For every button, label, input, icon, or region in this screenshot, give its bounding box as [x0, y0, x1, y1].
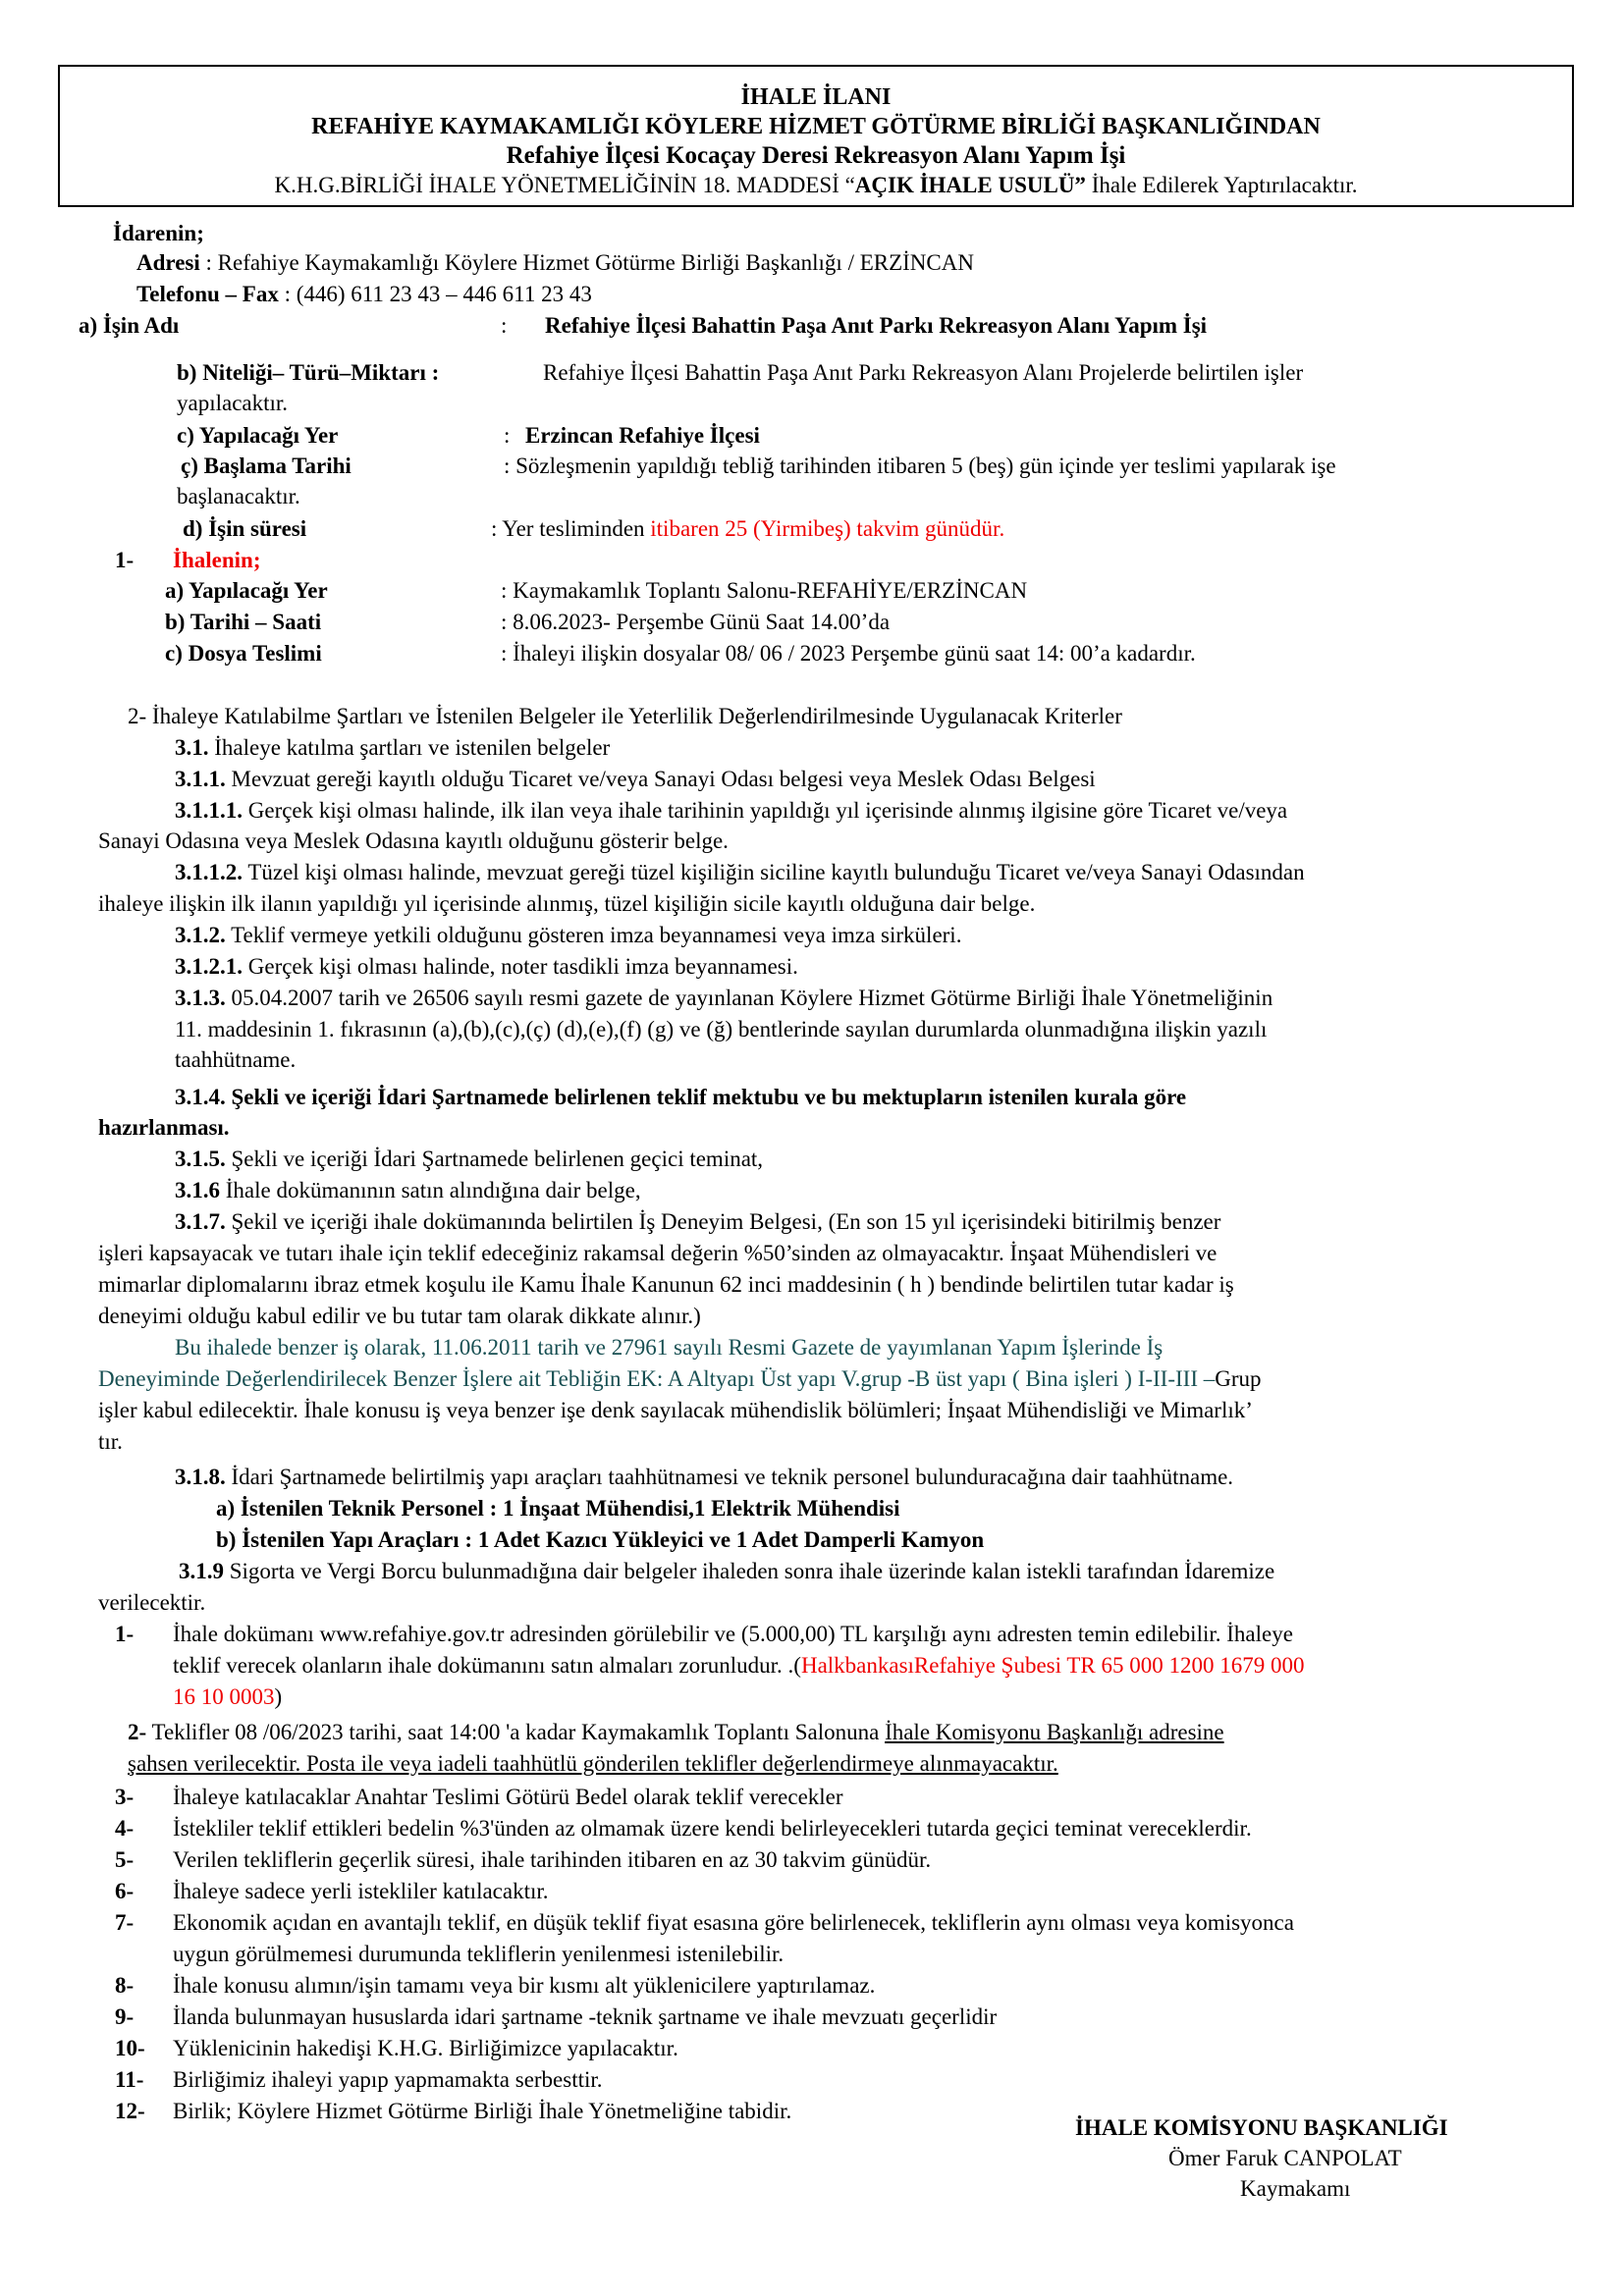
- list-item-text: Birlik; Köylere Hizmet Götürme Birliği İhale Yönetmeliğine tabidir.: [173, 2099, 792, 2123]
- benzer-3: işler kabul edilecektir. İhale konusu iş veya benzer işe denk sayılacak mühendislik bölümleri; İnşaat Mühendisliği ve Mimarlık’: [98, 1398, 1253, 1422]
- dosya-value: : İhaleyi ilişkin dosyalar 08/ 06 / 2023 Perşembe günü saat 14: 00’a kadardır.: [501, 641, 1196, 666]
- k-num: 3.1.6: [175, 1178, 220, 1202]
- k-num: 3.1.: [175, 735, 209, 760]
- k-3-1-7: [175, 1206, 1220, 1237]
- k-num: 3.1.2.: [175, 923, 226, 947]
- sure-a: : Yer tesliminden: [491, 516, 651, 541]
- k-3-1-1-2: [175, 857, 1305, 887]
- k-num: 3.1.9: [179, 1559, 224, 1583]
- benzer-4: tır.: [98, 1429, 123, 1454]
- yer-label: c) Yapılacağı Yer: [177, 423, 339, 448]
- item-2-num: 2-: [128, 1720, 147, 1744]
- nitelik-value: Refahiye İlçesi Bahattin Paşa Anıt Parkı Rekreasyon Alanı Projelerde belirtilen işler: [543, 360, 1304, 385]
- list-item-number: 10-: [115, 2036, 145, 2060]
- k-3-1-7-c1: işleri kapsayacak ve tutarı ihale için teklif edeceğiniz rakamsal değerin %50’sinden az olmayacaktır. İnşaat Mühendisleri ve: [98, 1241, 1218, 1265]
- list-item-text: İstekliler teklif ettikleri bedelin %3'ünden az olmamak üzere kendi belirleyecekleri tutarda geçici teminat vereceklerdir.: [173, 1816, 1252, 1841]
- list-item-number: 7-: [115, 1910, 135, 1935]
- list-item-number: 11-: [115, 2067, 144, 2092]
- baslama-label: ç) Başlama Tarihi: [181, 454, 352, 478]
- list-item-number: 3-: [115, 1785, 135, 1809]
- baslama-value: : Sözleşmenin yapıldığı tebliğ tarihinden itibaren 5 (beş) gün içinde yer teslimi yapılarak işe: [504, 454, 1336, 478]
- ihale-yer-label: a) Yapılacağı Yer: [165, 578, 328, 603]
- list-item-number: 12-: [115, 2099, 145, 2123]
- k-text: Gerçek kişi olması halinde, ilk ilan veya ihale tarihinin yapıldığı yıl içerisinde alınmış ilgisine göre Ticaret ve/veya: [243, 798, 1288, 823]
- k-3-1-5: [175, 1144, 763, 1174]
- k-text: Teklif vermeye yetkili olduğunu gösteren imza beyannamesi veya imza sirküleri.: [225, 923, 962, 947]
- k-num: 3.1.5.: [175, 1147, 226, 1171]
- item-2-line2: şahsen verilecektir. Posta ile veya iadeli taahhütlü gönderilen teklifler değerlendirmeye alınmayacaktır.: [128, 1751, 1058, 1776]
- k-num: 3.1.1.1.: [175, 798, 243, 823]
- k-3-1-1-1: [175, 795, 1287, 826]
- nitelik-cont: yapılacaktır.: [177, 391, 289, 415]
- k-num: 3.1.3.: [175, 986, 226, 1010]
- sure-label: d) İşin süresi: [183, 516, 307, 541]
- idare-phone: [136, 279, 592, 309]
- yapi-araclari: b) İstenilen Yapı Araçları : 1 Adet Kazıcı Yükleyici ve 1 Adet Damperli Kamyon: [216, 1527, 985, 1552]
- k-3-1-7-c3: deneyimi olduğu kabul edilir ve bu tutar tam olarak dikkate alınır.): [98, 1304, 701, 1328]
- k-num: 3.1.1.2.: [175, 860, 243, 884]
- is-adi-label: a) İşin Adı: [79, 313, 180, 338]
- k-3-1-9-cont: verilecektir.: [98, 1590, 206, 1615]
- ihale-heading: İhalenin;: [173, 548, 261, 572]
- sure-value: [491, 513, 1004, 544]
- list-item-number: 6-: [115, 1879, 135, 1903]
- item-1-line2: [173, 1650, 1305, 1681]
- address-value: : Refahiye Kaymakamlığı Köylere Hizmet Götürme Birliği Başkanlığı / ERZİNCAN: [205, 250, 974, 275]
- yer-colon: :: [504, 423, 511, 448]
- item-1-line3: [173, 1682, 282, 1712]
- k-num: 3.1.1.: [175, 767, 226, 791]
- list-item-text: Ekonomik açıdan en avantajlı teklif, en düşük teklif fiyat esasına göre belirlenecek, tekliflerin aynı olması veya komisyonca: [173, 1910, 1294, 1935]
- teknik-personel: a) İstenilen Teknik Personel : 1 İnşaat Mühendisi,1 Elektrik Mühendisi: [216, 1496, 900, 1521]
- k-3-1: [175, 732, 610, 763]
- bank-account: HalkbankasıRefahiye Şubesi TR 65 000 1200 1679 000: [800, 1653, 1305, 1678]
- k-3-1-2-1: [175, 951, 798, 982]
- item-2-text: Teklifler 08 /06/2023 tarihi, saat 14:00 'a kadar Kaymakamlık Toplantı Salonuna: [146, 1720, 886, 1744]
- k-3-1-3-c2: taahhütname.: [175, 1047, 297, 1072]
- k-3-1-1-2-cont: ihaleye ilişkin ilk ilanın yapıldığı yıl içerisinde alınmış, tüzel kişiliğin sicile kayıtlı olduğuna dair belge.: [98, 891, 1036, 916]
- k-3-1-8: [175, 1462, 1233, 1492]
- is-adi-value: Refahiye İlçesi Bahattin Paşa Anıt Parkı Rekreasyon Alanı Yapım İşi: [545, 313, 1208, 338]
- item-1-text: teklif verecek olanların ihale dokümanını satın almaları zorunludur. .(: [173, 1653, 801, 1678]
- item-2-address: İhale Komisyonu Başkanlığı adresine: [885, 1720, 1224, 1744]
- nitelik-label: b) Niteliği– Türü–Miktarı :: [177, 360, 440, 385]
- notice-title: İHALE İLANI: [740, 84, 892, 110]
- k-num: 3.1.7.: [175, 1209, 226, 1234]
- address-label: Adresi: [136, 250, 206, 275]
- signature-title: İHALE KOMİSYONU BAŞKANLIĞI: [1075, 2115, 1448, 2140]
- k-num: 3.1.2.1.: [175, 954, 243, 979]
- benzer-2: [98, 1363, 1262, 1394]
- yer-value: Erzincan Refahiye İlçesi: [525, 423, 760, 448]
- k-text: Şekil ve içeriği ihale dokümanında belirtilen İş Deneyim Belgesi, (En son 15 yıl içerisindeki bitirilmiş benzer: [225, 1209, 1221, 1234]
- list-item-number: 5-: [115, 1847, 135, 1872]
- k-num: 3.1.8.: [175, 1465, 226, 1489]
- k-3-1-3: [175, 983, 1272, 1013]
- ihale-num: 1-: [115, 548, 135, 572]
- phone-label: Telefonu – Fax: [136, 282, 285, 306]
- idare-heading: İdarenin;: [113, 221, 204, 245]
- bank-account-cont: 16 10 0003: [173, 1684, 275, 1709]
- k-text: Tüzel kişi olması halinde, mevzuat gereği tüzel kişiliğin siciline kayıtlı bulunduğu Ticaret ve/veya Sanayi Odasından: [243, 860, 1305, 884]
- k-3-1-3-c1: 11. maddesinin 1. fıkrasının (a),(b),(c),(ç) (d),(e),(f) (g) ve (ğ) bentlerinde sayılan durumlarda olunmadığına ilişkin yazılı: [175, 1017, 1268, 1041]
- list-item-text: İhale konusu alımın/işin tamamı veya bir kısmı alt yüklenicilere yaptırılamaz.: [173, 1973, 876, 1998]
- k-3-1-4: 3.1.4. Şekli ve içeriği İdari Şartnamede belirlenen teklif mektubu ve bu mektupların istenilen kurala göre: [175, 1085, 1187, 1109]
- k-3-1-6: [175, 1175, 641, 1205]
- phone-value: : (446) 611 23 43 – 446 611 23 43: [284, 282, 592, 306]
- method-text: K.H.G.BİRLİĞİ İHALE YÖNETMELİĞİNİN 18. MADDESİ “: [274, 173, 855, 197]
- benzer-1: Bu ihalede benzer iş olarak, 11.06.2011 tarih ve 27961 sayılı Resmi Gazete de yayımlanan Yapım İşlerinde İş: [175, 1335, 1164, 1360]
- ihale-tarih-label: b) Tarihi – Saati: [165, 610, 322, 634]
- k-text: Şekli ve içeriği İdari Şartnamede belirlenen geçici teminat,: [225, 1147, 764, 1171]
- list-item-number: 9-: [115, 2004, 135, 2029]
- is-adi-colon: :: [501, 313, 508, 338]
- signature-role: Kaymakamı: [1240, 2176, 1351, 2201]
- item-2-line1: [128, 1717, 1224, 1747]
- k-text: Mevzuat gereği kayıtlı olduğu Ticaret ve/veya Sanayi Odası belgesi veya Meslek Odası Belgesi: [225, 767, 1096, 791]
- k-text: İdari Şartnamede belirtilmiş yapı araçları taahhütnamesi ve teknik personel bulunduracağına dair taahhütname.: [225, 1465, 1234, 1489]
- k-text: İhaleye katılma şartları ve istenilen belgeler: [208, 735, 611, 760]
- k-3-1-7-c2: mimarlar diplomalarını ibraz etmek koşulu ile Kamu İhale Kanunun 62 inci maddesinin ( h ) bendinde belirtilen tutar kadar iş: [98, 1272, 1234, 1297]
- benzer-2-text: Deneyiminde Değerlendirilecek Benzer İşlere ait Tebliğin EK: A Altyapı Üst yapı V.grup -B üst yapı ( Bina işleri ) I-II-III –: [98, 1366, 1216, 1391]
- signature-name: Ömer Faruk CANPOLAT: [1168, 2146, 1402, 2170]
- list-item-text: İhaleye katılacaklar Anahtar Teslimi Götürü Bedel olarak teklif verecekler: [173, 1785, 843, 1809]
- procurement-method: [60, 171, 1572, 200]
- ihale-tarih-value: : 8.06.2023- Perşembe Günü Saat 14.00’da: [501, 610, 891, 634]
- k-3-1-1: [175, 764, 1096, 794]
- item-1-num: 1-: [115, 1622, 135, 1646]
- header-box: [58, 65, 1574, 207]
- k-text: Sigorta ve Vergi Borcu bulunmadığına dair belgeler ihaleden sonra ihale üzerinde kalan istekli tarafından İdaremize: [224, 1559, 1275, 1583]
- item-1-line1: İhale dokümanı www.refahiye.gov.tr adresinden görülebilir ve (5.000,00) TL karşılığı aynı adresten temin edilebilir. İhaleye: [173, 1622, 1293, 1646]
- issuer-name: REFAHİYE KAYMAKAMLIĞI KÖYLERE HİZMET GÖTÜRME BİRLİĞİ BAŞKANLIĞINDAN: [311, 114, 1321, 139]
- list-item-text: Verilen tekliflerin geçerlik süresi, ihale tarihinden itibaren en az 30 takvim günüdür.: [173, 1847, 932, 1872]
- k-3-1-4-cont: hazırlanması.: [98, 1115, 230, 1140]
- list-item-number: 4-: [115, 1816, 135, 1841]
- k-text: Gerçek kişi olması halinde, noter tasdikli imza beyannamesi.: [243, 954, 798, 979]
- k-3-1-1-1-cont: Sanayi Odasına veya Meslek Odasına kayıtlı olduğunu gösterir belge.: [98, 828, 729, 853]
- paren: ): [274, 1684, 283, 1709]
- benzer-2-grup: Grup: [1215, 1366, 1262, 1391]
- list-item-number: 8-: [115, 1973, 135, 1998]
- list-item-text: Yüklenicinin hakedişi K.H.G. Birliğimizce yapılacaktır.: [173, 2036, 678, 2060]
- sure-b: itibaren 25 (Yirmibeş) takvim günüdür.: [650, 516, 1005, 541]
- k-text: İhale dokümanının satın alındığına dair belge,: [220, 1178, 641, 1202]
- ihale-yer-value: : Kaymakamlık Toplantı Salonu-REFAHİYE/ERZİNCAN: [501, 578, 1028, 603]
- list-item-text: İlanda bulunmayan hususlarda idari şartname -teknik şartname ve ihale mevzuatı geçerlidir: [173, 2004, 998, 2029]
- k-text: 05.04.2007 tarih ve 26506 sayılı resmi gazete de yayınlanan Köylere Hizmet Götürme Birliği İhale Yönetmeliğinin: [225, 986, 1273, 1010]
- dosya-label: c) Dosya Teslimi: [165, 641, 322, 666]
- project-title: Refahiye İlçesi Kocaçay Deresi Rekreasyon Alanı Yapım İşi: [506, 142, 1126, 169]
- baslama-cont: başlanacaktır.: [177, 484, 300, 508]
- method-suffix: İhale Edilerek Yaptırılacaktır.: [1085, 173, 1358, 197]
- kriterler-heading: 2- İhaleye Katılabilme Şartları ve İstenilen Belgeler ile Yeterlilik Değerlendirilmesinde Uygulanacak Kriterler: [128, 704, 1122, 728]
- idare-address: [136, 247, 974, 278]
- list-item-text: İhaleye sadece yerli istekliler katılacaktır.: [173, 1879, 549, 1903]
- list-item-text: Birliğimiz ihaleyi yapıp yapmamakta serbesttir.: [173, 2067, 603, 2092]
- method-bold: AÇIK İHALE USULÜ”: [854, 173, 1086, 197]
- k-3-1-9: [179, 1556, 1274, 1586]
- list-item-cont: uygun görülmemesi durumunda tekliflerin yenilenmesi istenilebilir.: [173, 1942, 785, 1966]
- k-3-1-2: [175, 920, 961, 950]
